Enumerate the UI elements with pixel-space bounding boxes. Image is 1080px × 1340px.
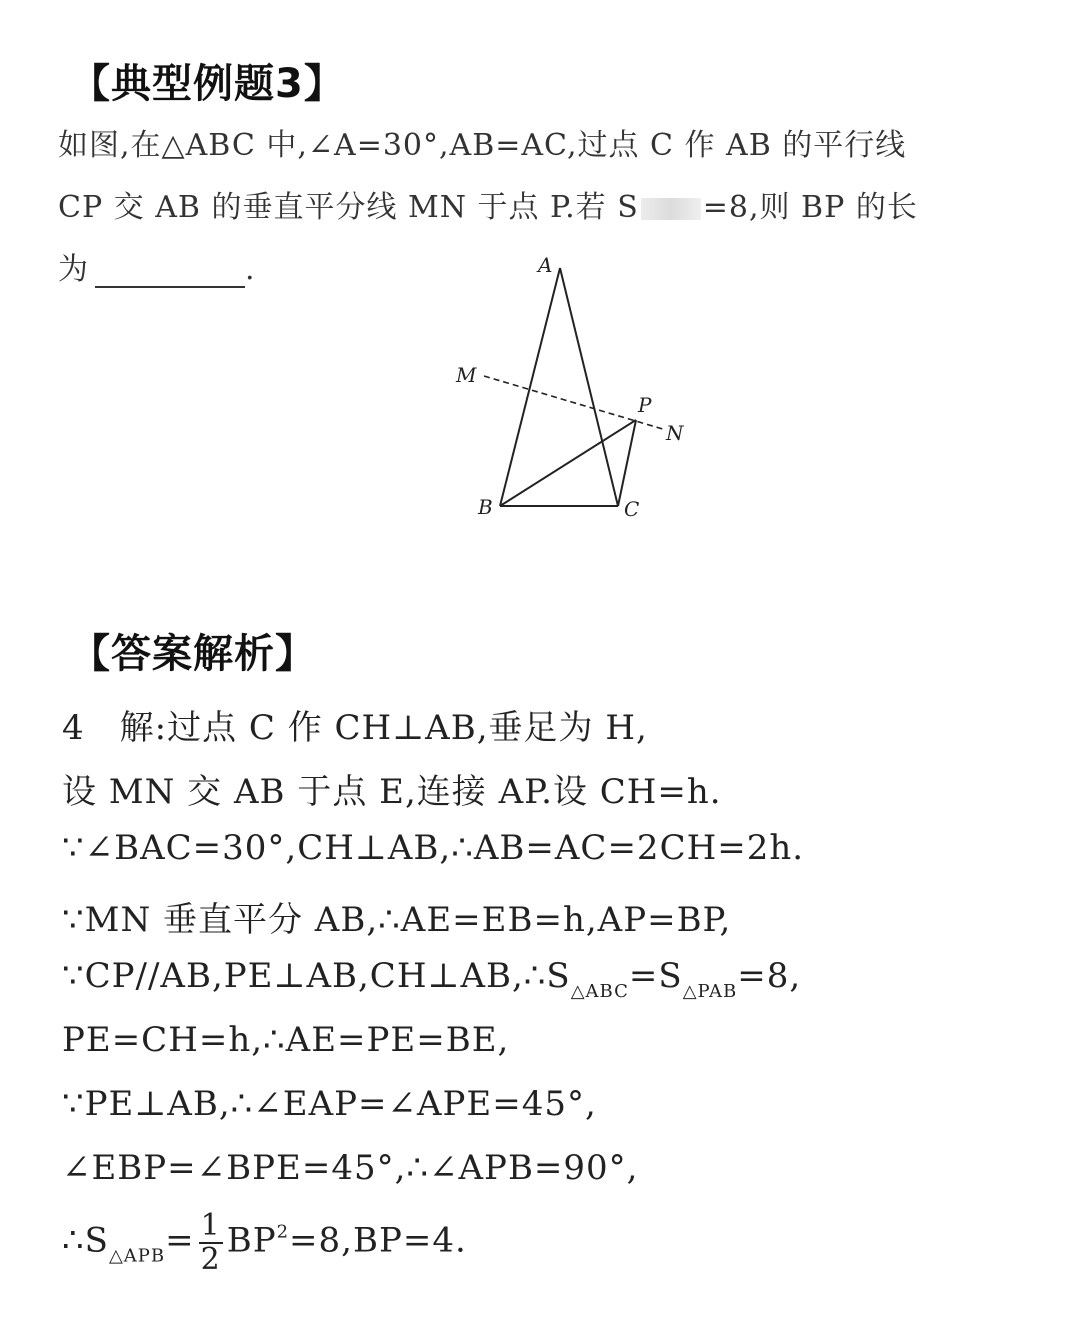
answer-line-5 — [62, 956, 801, 1002]
answer-text-9b: = — [165, 1220, 195, 1261]
segment-AC — [560, 268, 618, 506]
answer-line-3: ∵∠BAC=30°,CH⊥AB,∴AB=AC=2CH=2h. — [62, 828, 805, 868]
answer-line-9 — [62, 1210, 467, 1275]
label-C: C — [624, 497, 640, 521]
answer-text-5b: =S — [628, 956, 683, 996]
subscript-abc: △ABC — [570, 981, 629, 1002]
question-text-2b: =8,则 BP 的长 — [702, 190, 918, 225]
fraction-one-half — [199, 1210, 223, 1275]
superscript-two: 2 — [276, 1221, 290, 1243]
question-line-3 — [58, 244, 256, 288]
triangle-figure — [440, 250, 740, 540]
answer-text-9c: BP — [226, 1220, 277, 1261]
answer-text-9d: =8,BP=4. — [289, 1220, 467, 1261]
question-text-3: 为 — [58, 252, 89, 287]
fraction-denominator: 2 — [200, 1241, 221, 1277]
subscript-apb: △APB — [108, 1245, 166, 1267]
answer-line-8: ∠EBP=∠BPE=45°,∴∠APB=90°, — [62, 1148, 639, 1188]
example-heading: 【典型例题3】 — [70, 61, 345, 107]
segment-CP — [618, 420, 636, 506]
label-P: P — [638, 393, 652, 417]
label-M: M — [456, 363, 477, 387]
answer-line-7: ∵PE⊥AB,∴∠EAP=∠APE=45°, — [62, 1084, 597, 1124]
label-A: A — [538, 253, 553, 277]
answer-heading: 【答案解析】 — [70, 631, 316, 677]
label-B: B — [478, 495, 493, 519]
label-N: N — [666, 421, 684, 445]
question-line-1: 如图,在△ABC 中,∠A=30°,AB=AC,过点 C 作 AB 的平行线 — [58, 128, 907, 163]
answer-line-4: ∵MN 垂直平分 AB,∴AE=EB=h,AP=BP, — [62, 900, 732, 940]
answer-line-6: PE=CH=h,∴AE=PE=BE, — [62, 1020, 510, 1060]
answer-text-9a: ∴S — [62, 1220, 109, 1261]
answer-text-5a: ∵CP//AB,PE⊥AB,CH⊥AB,∴S — [62, 956, 571, 996]
answer-blank — [95, 258, 245, 288]
blurred-subscript — [641, 198, 701, 220]
subscript-pab: △PAB — [682, 981, 738, 1002]
answer-line-1: 4 解:过点 C 作 CH⊥AB,垂足为 H, — [62, 708, 648, 748]
question-line-2 — [58, 182, 918, 226]
question-period: . — [245, 252, 256, 287]
answer-text-5c: =8, — [737, 956, 802, 996]
fraction-numerator: 1 — [200, 1208, 221, 1243]
segment-AB — [500, 268, 560, 506]
question-text-2a: CP 交 AB 的垂直平分线 MN 于点 P.若 S — [58, 190, 639, 225]
answer-line-2: 设 MN 交 AB 于点 E,连接 AP.设 CH=h. — [62, 772, 722, 812]
